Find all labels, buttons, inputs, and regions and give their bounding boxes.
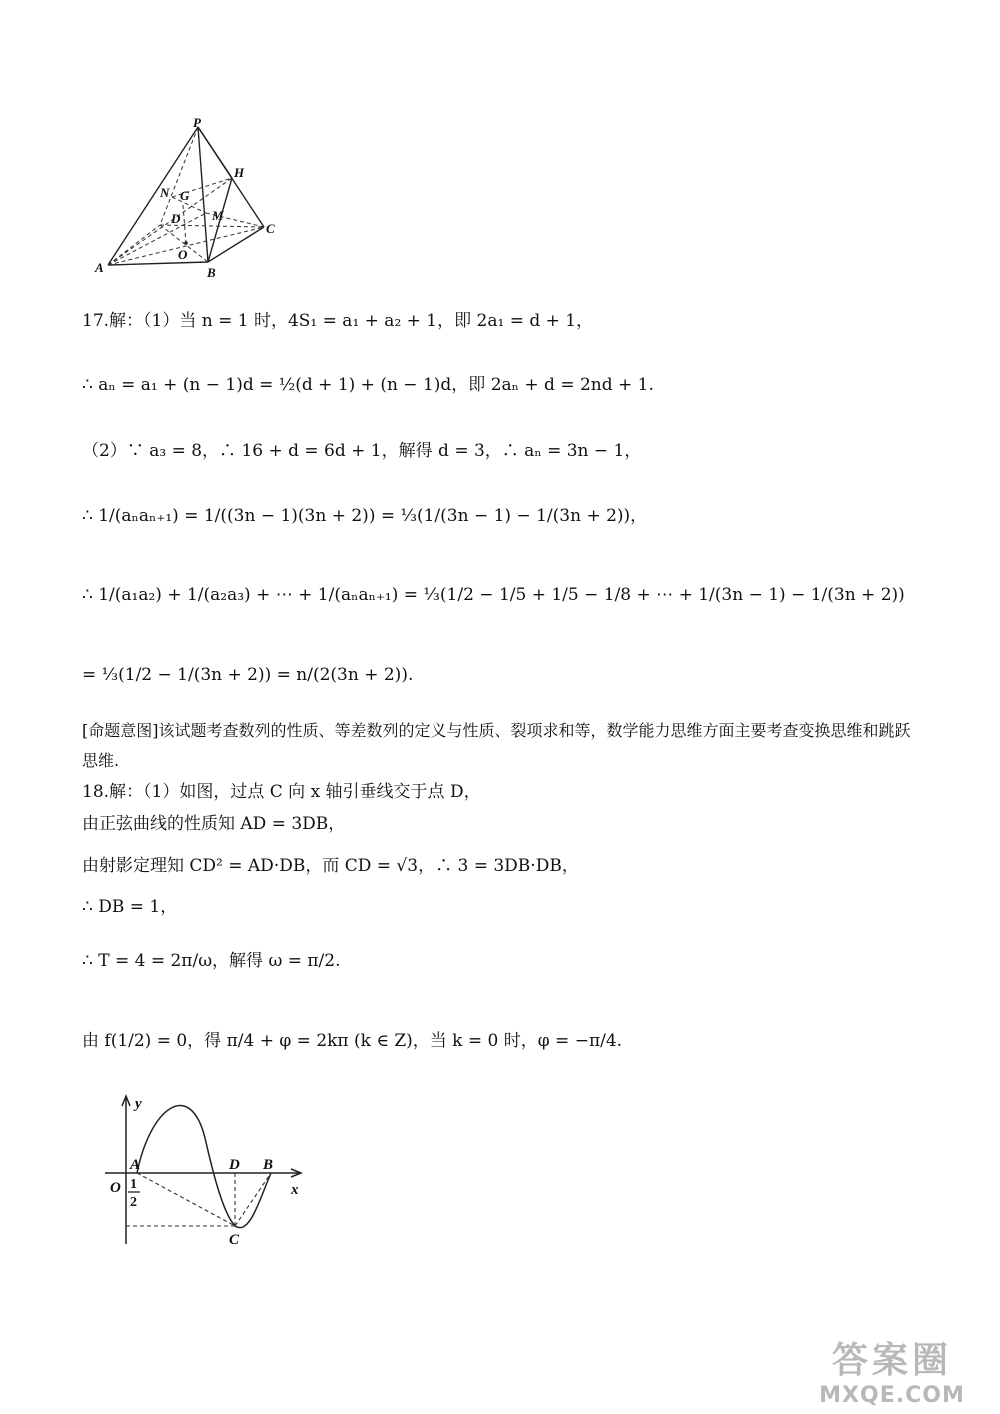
q17-intent: [命题意图]该试题考查数列的性质、等差数列的定义与性质、裂项求和等，数学能力思维方面主要考查变换思维和跳跃思维. — [82, 721, 911, 770]
q18-db: ∴ DB = 1， — [82, 897, 178, 917]
half-denominator: 2 — [130, 1195, 137, 1210]
q17-split-term: ∴ 1/(aₙaₙ₊₁) = 1/((3n − 1)(3n + 2)) = ⅓(1/(3n − 1) − 1/(3n + 2))， — [82, 506, 648, 526]
pyramid-figure — [80, 115, 300, 285]
label-A: A — [95, 260, 104, 275]
sine-curve-figure — [95, 1088, 315, 1248]
label-D: D — [171, 211, 181, 226]
label-G: G — [180, 188, 190, 203]
label-M: M — [212, 208, 224, 223]
label-H: H — [234, 165, 245, 180]
watermark-en: MXQE.COM — [819, 1383, 965, 1408]
q18-projection: 由射影定理知 CD² = AD·DB，而 CD = √3，∴ 3 = 3DB·DB， — [82, 856, 579, 876]
label-A2: A — [130, 1157, 141, 1173]
q18-ad-db: 由正弦曲线的性质知 AD = 3DB， — [82, 814, 346, 834]
axis-label-y: y — [135, 1096, 142, 1112]
q17-part1: 17.解：（1）当 n = 1 时，4S₁ = a₁ + a₂ + 1，即 2a₁ = d + 1， — [82, 311, 594, 331]
q18-phase: 由 f(1/2) = 0，得 π/4 + φ = 2kπ (k ∈ Z)，当 k = 0 时，φ = −π/4. — [82, 1031, 623, 1051]
q17-sum: ∴ 1/(a₁a₂) + 1/(a₂a₃) + ⋯ + 1/(aₙaₙ₊₁) = ⅓(1/2 − 1/5 + 1/5 − 1/8 + ⋯ + 1/(3n − 1) − 1/(3n + 2)) — [82, 585, 905, 605]
label-O2: O — [110, 1180, 121, 1196]
label-B2: B — [263, 1157, 274, 1173]
half-numerator: 1 — [130, 1177, 137, 1192]
label-B: B — [207, 265, 216, 280]
label-O: O — [178, 247, 188, 262]
watermark — [792, 1332, 992, 1408]
label-D2: D — [229, 1157, 240, 1173]
q18-part1: 18.解：（1）如图，过点 C 向 x 轴引垂线交于点 D， — [82, 782, 481, 802]
watermark-cn: 答案圈 — [831, 1340, 952, 1381]
label-N: N — [160, 185, 170, 200]
q17-an-formula: ∴ aₙ = a₁ + (n − 1)d = ½(d + 1) + (n − 1)d，即 2aₙ + d = 2nd + 1. — [82, 375, 654, 395]
label-C2: C — [229, 1232, 240, 1248]
q17-part2: （2）∵ a₃ = 8，∴ 16 + d = 6d + 1，解得 d = 3，∴ aₙ = 3n − 1， — [82, 441, 642, 461]
axis-label-x: x — [291, 1182, 299, 1198]
q17-result: = ⅓(1/2 − 1/(3n + 2)) = n/(2(3n + 2)). — [82, 665, 414, 685]
label-P: P — [193, 115, 201, 130]
label-C: C — [266, 221, 275, 236]
q18-period: ∴ T = 4 = 2π/ω，解得 ω = π/2. — [82, 951, 341, 971]
